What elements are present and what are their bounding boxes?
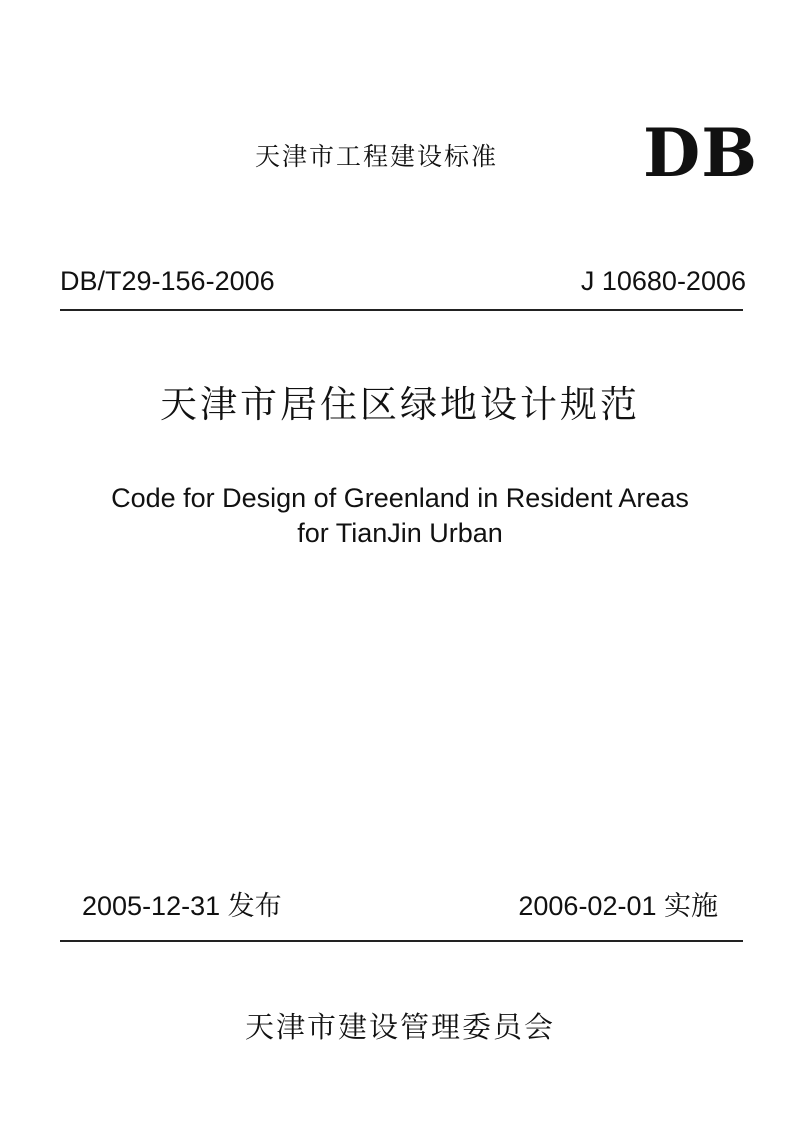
issue-date: 2005-12-31 发布 [82, 891, 282, 921]
db-logo-mark: DB [643, 114, 759, 192]
issuing-authority: 天津市建设管理委员会 [244, 1010, 555, 1044]
standard-number: DB/T29-156-2006 [60, 266, 275, 296]
standard-series-title: 天津市工程建设标准 [255, 142, 499, 171]
top-divider [60, 309, 743, 311]
english-title-line-2: for TianJin Urban [297, 518, 503, 548]
record-number: J 10680-2006 [580, 266, 746, 296]
english-title-line-1: Code for Design of Greenland in Resident Areas [111, 483, 689, 513]
bottom-divider [60, 940, 743, 942]
document-title-english [0, 481, 800, 551]
document-title-chinese: 天津市居住区绿地设计规范 [160, 383, 640, 426]
implementation-date: 2006-02-01 实施 [518, 891, 718, 921]
